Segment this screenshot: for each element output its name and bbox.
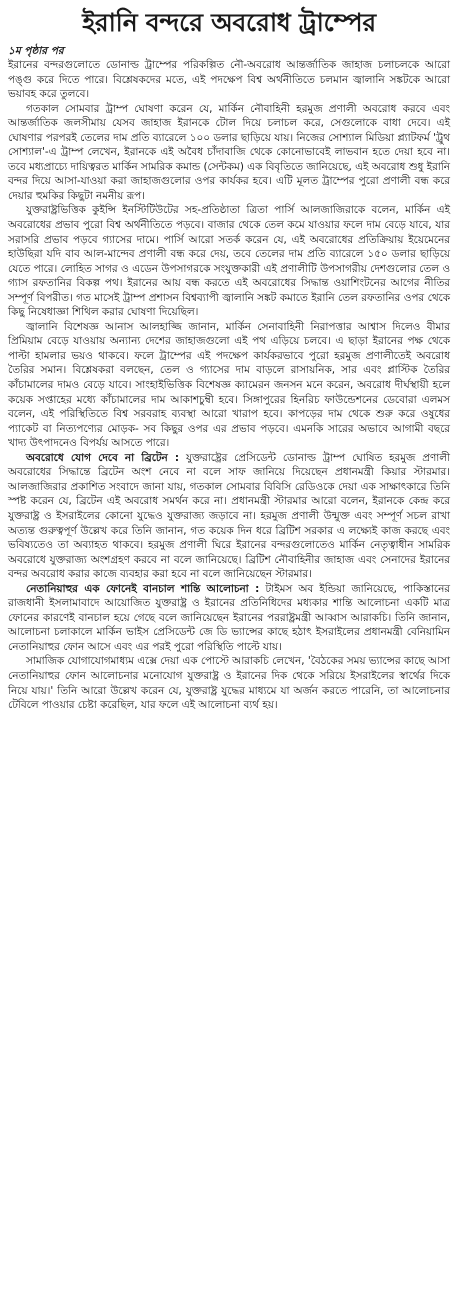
paragraph-text: যুক্তরাষ্ট্রভিত্তিক কুইন্সি ইনস্টিটিউটের সহ-প্রতিষ্ঠাতা ত্রিতা পার্সি আলজাজিরাকে বলেন, মার্কিন এই অবরোধের প্রভাব পুরো বিশ্ব অর্থনীতিতে পড়বে। বাজার থেকে তেল কমে যাওয়ার ফলে দাম বেড়ে যাবে, যার সরাসরি প্রভাব পড়বে গ্যাসের দামে। পার্সি আরো সতর্ক করেন যে, এই অবরোধের প্রতিক্রিয়ায় ইয়েমেনের হাউছিরা যদি বাব আল-মান্দেব প্রণালী বন্ধ করে দেয়, তবে তেলের দাম প্রতি ব্যারেলে ১৫০ ডলার ছাড়িয়ে যেতে পারে। লোহিত সাগর ও এডেন উপসাগরকে সংযুক্তকারী এই প্রণালীটি উপসাগরীয় দেশগুলোর তেল ও গ্যাস রফতানির বিকল্প পথ। ইরানের আয় বন্ধ করতে এই অবরোধের সিদ্ধান্ত ওয়াশিংটনের আগের নীতির সম্পূর্ণ বিপরীত। গত মাসেই ট্রাম্প প্রশাসন বিশ্বব্যাপী জ্বালানি সঙ্কট কমাতে ইরানি তেল রফতানির ওপর থেকে কিছু নিষেধাজ্ঞা শিথিল করার ঘোষণা দিয়েছিল। [8,204,450,319]
article-paragraph [8,102,450,204]
article-paragraph [8,654,450,712]
article-paragraph-britain [8,451,450,582]
article-paragraph-netanyahu [8,582,450,655]
article-paragraph [8,203,450,319]
article-paragraph [8,320,450,451]
paragraph-text: জ্বালানি বিশেষজ্ঞ আনাস আলহাজ্জি জানান, মার্কিন সেনাবাহিনী নিরাপত্তার আশ্বাস দিলেও বীমার প্রিমিয়াম বেড়ে যাওয়ায় অন্যান্য দেশের জাহাজগুলো এই পথ এড়িয়ে চলবে। এ ছাড়া ইরানের পক্ষ থেকে পাল্টা হামলার ভয়ও থাকবে। ফলে ট্রাম্পের এই পদক্ষেপ কার্যকরভাবে পুরো হরমুজ প্রণালীতেই অবরোধ তৈরির সমান। বিশ্লেষকরা বলছেন, তেল ও গ্যাসের দাম বাড়লে রাসায়নিক, সার এবং প্লাস্টিক তৈরির কাঁচামালের দামও বেড়ে যাবে। সাংহাইভিত্তিক বিশেষজ্ঞ ক্যামেরন জনসন মনে করেন, অবরোধ দীর্ঘস্থায়ী হলে কয়েক সপ্তাহের মধ্যে কাঁচামালের দাম আকাশচুম্বী হবে। সিঙ্গাপুরের হিনরিচ ফাউন্ডেশনের ডেবোরা এলমস বলেন, এই পরিস্থিতিতে বিশ্ব সরবরাহ ব্যবস্থা আরো খারাপ হবে। কাপড়ের দাম থেকে শুরু করে ওষুধের প্যাকেট বা নিত্যপণ্যের মোড়ক- সব কিছুর ওপর এর প্রভাব পড়বে। এমনকি সারের অভাবে আগামী বছরে খাদ্য উৎপাদনেও বিপর্যয় আসতে পারে। [8,320,450,450]
continued-from-label: ১ম পৃষ্ঠার পর [8,45,64,57]
headline: ইরানি বন্দরে অবরোধ ট্রাম্পের [82,8,376,37]
subheading-britain: অবরোধে যোগ দেবে না ব্রিটেন : [26,451,180,464]
paragraph-text: ইরানের বন্দরগুলোতে ডোনাল্ড ট্রাম্পের পরিকল্পিত নৌ-অবরোধ আন্তর্জাতিক জাহাজ চলাচলকে আরো পঙ্গু করে দিতে পারে। বিশ্লেষকদের মতে, এই পদক্ষেপ বিশ্ব অর্থনীতিতে চলমান জ্বালানি সঙ্কটকে আরো ভয়াবহ করে তুলবে। [8,59,450,101]
paragraph-text: সামাজিক যোগাযোগমাধ্যম এক্সে দেয়া এক পোস্টে আরাকচি লেখেন, 'বৈঠকের সময় ভ্যান্সের কাছে আসা নেতানিয়াহুর ফোন আলোচনার মনোযোগ যুক্তরাষ্ট্র ও ইরানের দিক থেকে সরিয়ে ইসরাইলের স্বার্থের দিকে নিয়ে যায়।' তিনি আরো উল্লেখ করেন যে, যুক্তরাষ্ট্র যুদ্ধের মাধ্যমে যা অর্জন করতে পারেনি, তা আলোচনার টেবিলে পাওয়ার চেষ্টা করেছিল, যার ফলে এই আলোচনা ব্যর্থ হয়। [8,655,450,712]
article-paragraph [8,58,450,102]
article-body [8,58,450,713]
subheading-netanyahu: নেতানিয়াহুর এক ফোনেই বানচাল শান্তি আলোচনা : [26,582,260,595]
paragraph-text: যুক্তরাষ্ট্রের প্রেসিডেন্ট ডোনাল্ড ট্রাম্প ঘোষিত হরমুজ প্রণালী অবরোধের সিদ্ধান্তে ব্রিটেন অংশ নেবে না বলে সাফ জানিয়ে দিয়েছেন প্রধানমন্ত্রী কিয়ার স্টারমার। আলজাজিরার প্রকাশিত সংবাদে জানা যায়, গতকাল সোমবার বিবিসি রেডিওকে দেয়া এক সাক্ষাৎকারে তিনি স্পষ্ট করেন যে, ব্রিটেন এই অবরোধ সমর্থন করে না। প্রধানমন্ত্রী স্টারমার আরো বলেন, ইরানকে কেন্দ্র করে যুক্তরাষ্ট্র ও ইসরাইলের কোনো যুদ্ধেও যুক্তরাজ্য জড়াবে না। হরমুজ প্রণালী উন্মুক্ত এবং সম্পূর্ণ সচল রাখা অত্যন্ত গুরুত্বপূর্ণ উল্লেখ করে তিনি জানান, গত কয়েক দিন ধরে ব্রিটিশ সরকার এ লক্ষ্যেই কাজ করছে এবং ভবিষ্যতেও তা অব্যাহত থাকবে। হরমুজ প্রণালী ঘিরে ইরানের বন্দরগুলোতেও মার্কিন নেতৃত্বাধীন সামরিক অবরোধে যুক্তরাজ্য অংশগ্রহণ করবে না বলে জানিয়েছে। ব্রিটিশ নৌবাহিনীর জাহাজ এবং সেনাদের ইরানের বন্দর অবরোধ করার কাজে ব্যবহার করা হবে না বলে জানিয়েছেন স্টারমার। [8,451,450,581]
paragraph-text: টাইমস অব ইন্ডিয়া জানিয়েছে, পাকিস্তানের রাজধানী ইসলামাবাদে আয়োজিত যুক্তরাষ্ট্র ও ইরানের প্রতিনিধিদের মধ্যকার শান্তি আলোচনা একটি মাত্র ফোনের কারণেই বানচাল হয়ে গেছে বলে জানিয়েছেন ইরানের পররাষ্ট্রমন্ত্রী আব্বাস আরাকচি। তিনি জানান, আলোচনা চলাকালে মার্কিন ভাইস প্রেসিডেন্ট জে ডি ভ্যান্সের কাছে হঠাৎ ইসরাইলের প্রধানমন্ত্রী বেনিয়ামিন নেতানিয়াহুর ফোন আসে এবং এর পরই পুরো পরিস্থিতি পাল্টে যায়। [8,582,450,653]
paragraph-text: গতকাল সোমবার ট্রাম্প ঘোষণা করেন যে, মার্কিন নৌবাহিনী হরমুজ প্রণালী অবরোধ করবে এবং আন্তর্জাতিক জলসীমায় যেসব জাহাজ ইরানকে টোল দিয়ে চলাচল করে, সেগুলোকে বাধা দেবে। এই ঘোষণার পরপরই তেলের দাম প্রতি ব্যারেলে ১০০ ডলার ছাড়িয়ে যায়। নিজের সোশ্যাল মিডিয়া প্ল্যাটফর্ম 'ট্রুথ সোশ্যাল'-এ ট্রাম্প লেখেন, ইরানকে এই অবৈধ চাঁদাবাজি থেকে কোনোভাবেই লাভবান হতে দেয়া হবে না। তবে মধ্যপ্রাচ্যে দায়িত্বরত মার্কিন সামরিক কমান্ড (সেন্টকম) এক বিবৃতিতে জানিয়েছে, এই অবরোধ শুধু ইরানি বন্দর দিয়ে আসা-যাওয়া করা জাহাজগুলোর ওপর কার্যকর হবে। এটি মূলত ট্রাম্পের পুরো প্রণালী বন্ধ করে দেয়ার হুমকির কিছুটা নমনীয় রূপ। [8,102,450,202]
